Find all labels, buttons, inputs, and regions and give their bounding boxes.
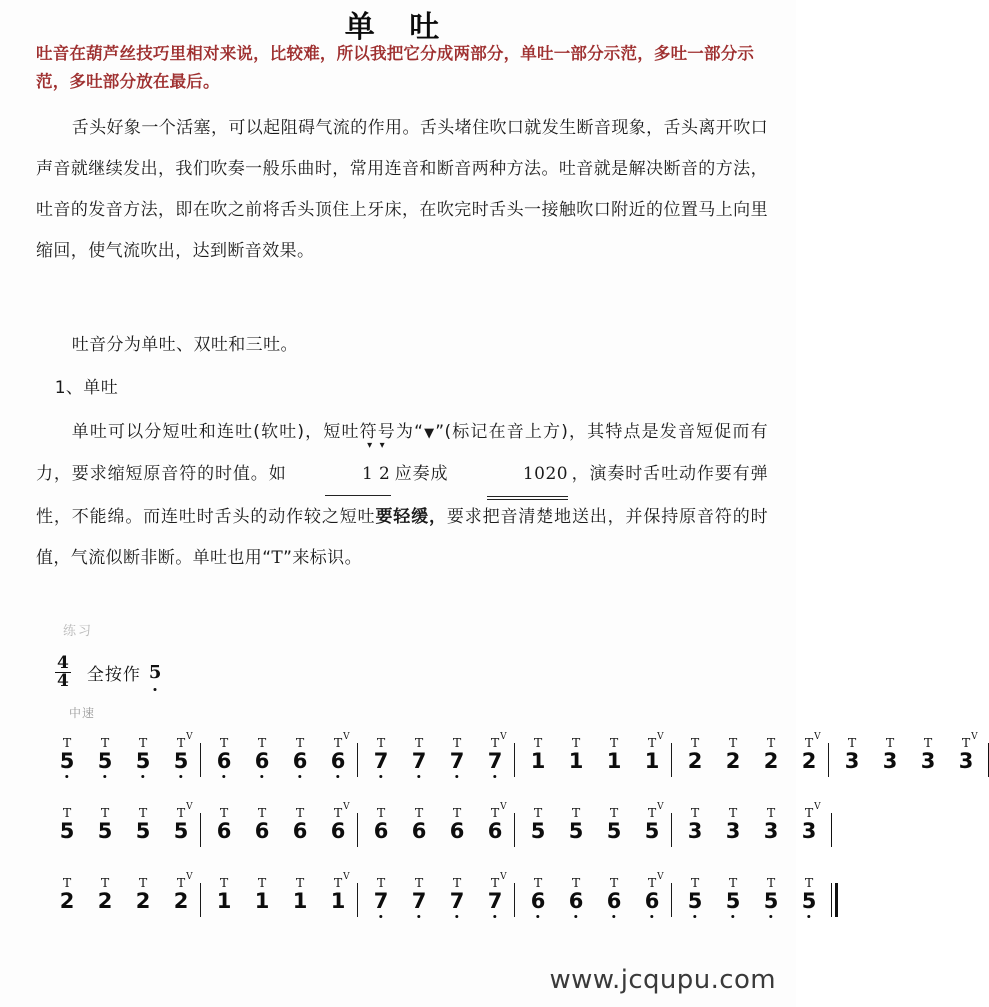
note: [400, 805, 438, 843]
breath-mark-icon: V: [343, 732, 350, 742]
note-digit: 6: [449, 819, 465, 843]
tongue-mark: T: [766, 735, 776, 750]
note-digit: 2: [801, 749, 817, 773]
note: [595, 875, 633, 913]
breath-mark-icon: V: [343, 802, 350, 812]
note-digit: 6: [254, 819, 270, 843]
note: [476, 872, 514, 913]
low-octave-dot-icon: [612, 915, 615, 918]
note: [714, 805, 752, 843]
tongue-mark: T V: [647, 732, 664, 750]
inline-note-digits: 1 2: [361, 464, 391, 484]
note-digit: 7: [373, 889, 389, 913]
note: [205, 735, 243, 773]
measure-list: [48, 732, 978, 777]
key-note: [149, 662, 162, 683]
note-digit: 6: [568, 889, 584, 913]
note: [362, 805, 400, 843]
note-digit: 6: [644, 889, 660, 913]
low-octave-dot-icon: [807, 915, 810, 918]
tongue-mark: T: [728, 875, 738, 890]
note-digit: 2: [725, 749, 741, 773]
note: [519, 805, 557, 843]
measure: [48, 802, 200, 843]
note: [714, 735, 752, 773]
tongue-mark: T: [295, 875, 305, 890]
note-digit: 1: [568, 749, 584, 773]
tongue-mark: T V: [647, 802, 664, 820]
note-digit: 2: [97, 889, 113, 913]
low-octave-dot-icon: [336, 775, 339, 778]
tongue-mark: T: [257, 875, 267, 890]
note-digit: 1: [292, 889, 308, 913]
breath-mark-icon: V: [186, 872, 193, 882]
note: [319, 872, 357, 913]
tongue-mark: T: [609, 805, 619, 820]
note: [362, 875, 400, 913]
tongue-mark: T: [766, 875, 776, 890]
tongue-mark: T V: [490, 732, 507, 750]
tongue-mark: T V: [333, 802, 350, 820]
note-digit: 3: [801, 819, 817, 843]
paragraph-4: [36, 412, 768, 579]
tongue-mark: T: [609, 735, 619, 750]
note: [281, 805, 319, 843]
note: [476, 732, 514, 773]
note: [48, 805, 86, 843]
note: [633, 802, 671, 843]
note-digit: 7: [449, 889, 465, 913]
tongue-mark: T V: [333, 872, 350, 890]
paragraph-4-part-g: ”来标识。: [283, 548, 362, 568]
note-digit: 1: [330, 889, 346, 913]
tongue-mark: T: [571, 805, 581, 820]
note-digit: 6: [292, 819, 308, 843]
note: [281, 735, 319, 773]
tongue-mark: T V: [176, 802, 193, 820]
note: [947, 732, 985, 773]
measure: [671, 732, 828, 773]
time-signature: [55, 653, 71, 691]
tongue-mark: T V: [804, 802, 821, 820]
note: [790, 875, 828, 913]
note: [595, 805, 633, 843]
note: [871, 735, 909, 773]
paragraph-4-part-c: 应奏成: [394, 464, 449, 484]
note-digit: 3: [882, 749, 898, 773]
tongue-mark: T: [219, 875, 229, 890]
note-digit: 5: [606, 819, 622, 843]
site-watermark: www.jcqupu.com: [549, 965, 776, 995]
tongue-mark: T: [847, 735, 857, 750]
tongue-mark: T: [571, 735, 581, 750]
low-octave-dot-icon: [141, 775, 144, 778]
page-title: 单 吐: [344, 10, 452, 45]
intro-note-red: 吐音在葫芦丝技巧里相对来说，比较难，所以我把它分成两部分，单吐一部分示范，多吐一部分示范，多吐部分放在最后。: [36, 44, 755, 91]
note: [205, 805, 243, 843]
measure: [48, 732, 200, 773]
inline-example-result: [451, 454, 568, 497]
low-octave-dot-icon: [379, 775, 382, 778]
score-row: [48, 872, 817, 945]
measure-list: [48, 872, 817, 917]
measure: [357, 732, 514, 773]
low-octave-dot-icon: [574, 915, 577, 918]
note: [476, 802, 514, 843]
note-digit: 5: [135, 819, 151, 843]
note-digit: 3: [958, 749, 974, 773]
tongue-mark: T: [219, 735, 229, 750]
note-digit: 7: [411, 889, 427, 913]
note-digit: 6: [330, 749, 346, 773]
note-digit: 6: [373, 819, 389, 843]
tongue-mark: T: [138, 875, 148, 890]
note-digit: 6: [606, 889, 622, 913]
breath-mark-icon: V: [186, 732, 193, 742]
staccato-dot-icon: ▾ ▾: [367, 440, 386, 451]
tongue-mark: T: [414, 735, 424, 750]
note: [319, 802, 357, 843]
note: [86, 875, 124, 913]
breath-mark-icon: V: [657, 872, 664, 882]
note: [438, 735, 476, 773]
low-octave-dot-icon: [417, 775, 420, 778]
low-octave-dot-icon: [65, 775, 68, 778]
breath-mark-icon: V: [814, 732, 821, 742]
measure: [514, 732, 671, 773]
note-digit: 5: [530, 819, 546, 843]
time-signature-denominator: 4: [57, 671, 69, 691]
note: [438, 805, 476, 843]
tongue-mark: T: [62, 875, 72, 890]
inline-example-source: [290, 440, 392, 496]
tongue-mark: T V: [333, 732, 350, 750]
note-digit: 6: [487, 819, 503, 843]
tongue-mark: T: [923, 735, 933, 750]
note: [162, 872, 200, 913]
breath-mark-icon: V: [657, 732, 664, 742]
paragraph-4-part-d: ，演奏时舌吐动作要有弹性，不能绵。而连吐时舌头的动作较之短吐: [36, 464, 768, 527]
tongue-mark: T V: [647, 872, 664, 890]
low-octave-dot-icon: [455, 915, 458, 918]
measure: [200, 802, 357, 843]
score-row: [48, 732, 978, 805]
tongue-mark: T: [728, 735, 738, 750]
tongue-letter-T: T: [271, 548, 284, 568]
note-digit: 1: [644, 749, 660, 773]
paragraph-4-part-a: 单吐可以分短吐和连吐(软吐)，短吐符号为“: [71, 422, 424, 442]
note-digit: 6: [216, 749, 232, 773]
measure: [200, 732, 357, 773]
note-digit: 3: [725, 819, 741, 843]
note-digit: 7: [487, 889, 503, 913]
low-octave-dot-icon: [222, 775, 225, 778]
low-octave-dot-icon: [493, 775, 496, 778]
breath-mark-icon: V: [500, 732, 507, 742]
paragraph-2: 吐音分为单吐、双吐和三吐。: [71, 335, 298, 355]
low-octave-dot-icon: [298, 775, 301, 778]
tongue-mark: T: [138, 735, 148, 750]
measure: [671, 875, 828, 913]
note-digit: 5: [687, 889, 703, 913]
measure: [357, 872, 514, 913]
note: [676, 805, 714, 843]
tongue-mark: T: [219, 805, 229, 820]
tongue-mark: T: [690, 735, 700, 750]
low-octave-dot-icon: [179, 775, 182, 778]
breath-mark-icon: V: [657, 802, 664, 812]
note: [205, 875, 243, 913]
note-digit: 5: [135, 749, 151, 773]
note-digit: 2: [763, 749, 779, 773]
note-digit: 6: [292, 749, 308, 773]
note: [400, 875, 438, 913]
note-digit: 5: [97, 819, 113, 843]
note-digit: 5: [801, 889, 817, 913]
note-digit: 5: [568, 819, 584, 843]
note-digit: 6: [254, 749, 270, 773]
note: [833, 735, 871, 773]
note: [86, 805, 124, 843]
low-octave-dot-icon: [154, 688, 157, 691]
note: [676, 735, 714, 773]
measure: [514, 872, 671, 913]
note-digit: 5: [644, 819, 660, 843]
tongue-mark: T V: [804, 732, 821, 750]
low-octave-dot-icon: [379, 915, 382, 918]
barline-thick: [835, 883, 838, 917]
tongue-mark: T: [533, 735, 543, 750]
note: [676, 875, 714, 913]
note-digit: 3: [763, 819, 779, 843]
measure: [671, 802, 828, 843]
tongue-mark: T V: [490, 802, 507, 820]
score-notation: [48, 732, 978, 945]
tongue-mark: T: [100, 805, 110, 820]
tongue-mark: T: [376, 805, 386, 820]
note-digit: 3: [844, 749, 860, 773]
key-note-digit: 5: [148, 662, 162, 683]
note-digit: 6: [216, 819, 232, 843]
note: [319, 732, 357, 773]
low-octave-dot-icon: [693, 915, 696, 918]
inline-note-pair: [325, 440, 391, 496]
note: [790, 732, 828, 773]
breath-mark-icon: V: [500, 802, 507, 812]
measure: [514, 802, 671, 843]
measure-list: [48, 802, 821, 847]
paragraph-4-part-b: ”(标记在音上方)，其特点是发音短促而有力，要求缩短原音符的时值。如: [36, 422, 768, 484]
breath-mark-icon: V: [971, 732, 978, 742]
note: [124, 805, 162, 843]
tongue-mark: T: [414, 805, 424, 820]
note-digit: 7: [411, 749, 427, 773]
note: [400, 735, 438, 773]
tongue-mark: T: [257, 805, 267, 820]
paragraph-1: 舌头好象一个活塞，可以起阻碍气流的作用。舌头堵住吹口就发生断音现象，舌头离开吹口声音就继续发出，我们吹奏一般乐曲时，常用连音和断音两种方法。吐音就是解决断音的方法，吐音的发音方法，即在吹之前将舌头顶住上牙床，在吹完时舌头一接触吹口附近的位置马上向里缩回，使气流吹出，达到断音效果。: [36, 118, 768, 261]
note: [752, 735, 790, 773]
note-digit: 1: [530, 749, 546, 773]
tongue-mark: T V: [176, 872, 193, 890]
note: [752, 805, 790, 843]
note: [48, 875, 86, 913]
low-octave-dot-icon: [536, 915, 539, 918]
section-heading-1: 1、单吐: [54, 378, 119, 398]
note-digit: 3: [687, 819, 703, 843]
note-digit: 5: [59, 819, 75, 843]
low-octave-dot-icon: [650, 915, 653, 918]
tongue-mark: T V: [490, 872, 507, 890]
note: [281, 875, 319, 913]
tongue-mark: T: [452, 735, 462, 750]
note: [714, 875, 752, 913]
note: [633, 872, 671, 913]
breath-mark-icon: V: [186, 802, 193, 812]
note-digit: 1: [216, 889, 232, 913]
note: [243, 875, 281, 913]
staccato-symbol-icon: ▼: [423, 426, 436, 441]
tongue-mark: T: [100, 875, 110, 890]
note: [557, 875, 595, 913]
exercise-label: 练习: [63, 624, 94, 639]
note: [124, 735, 162, 773]
tongue-mark: T: [452, 875, 462, 890]
barline-thin: [831, 813, 832, 847]
note: [557, 735, 595, 773]
score-row: [48, 802, 821, 875]
note-digit: 5: [173, 749, 189, 773]
note-digit: 2: [59, 889, 75, 913]
note: [48, 735, 86, 773]
note: [752, 875, 790, 913]
note-digit: 6: [330, 819, 346, 843]
note: [519, 735, 557, 773]
tongue-mark: T V: [961, 732, 978, 750]
note: [438, 875, 476, 913]
tongue-mark: T: [571, 875, 581, 890]
note: [243, 805, 281, 843]
note: [519, 875, 557, 913]
note-digit: 6: [411, 819, 427, 843]
low-octave-dot-icon: [769, 915, 772, 918]
measure: [828, 732, 985, 773]
measure: [200, 872, 357, 913]
note: [790, 802, 828, 843]
inline-rhythm-digits: 1020: [487, 454, 568, 497]
tongue-mark: T: [62, 805, 72, 820]
tongue-mark: T: [885, 735, 895, 750]
low-octave-dot-icon: [493, 915, 496, 918]
tongue-mark: T: [295, 735, 305, 750]
note-digit: 2: [135, 889, 151, 913]
tongue-mark: T: [533, 805, 543, 820]
low-octave-dot-icon: [417, 915, 420, 918]
tempo-marking: 中速: [69, 706, 96, 720]
tongue-mark: T: [414, 875, 424, 890]
note: [162, 732, 200, 773]
note-digit: 1: [606, 749, 622, 773]
tongue-mark: T: [690, 805, 700, 820]
note-digit: 7: [449, 749, 465, 773]
note: [86, 735, 124, 773]
note: [633, 732, 671, 773]
note-digit: 1: [254, 889, 270, 913]
note: [124, 875, 162, 913]
tongue-mark: T: [690, 875, 700, 890]
tongue-mark: T: [376, 735, 386, 750]
note: [362, 735, 400, 773]
note: [162, 802, 200, 843]
tongue-mark: T: [138, 805, 148, 820]
tongue-mark: T V: [176, 732, 193, 750]
low-octave-dot-icon: [260, 775, 263, 778]
note: [909, 735, 947, 773]
paragraph-4-emphasis: 要轻缓，: [375, 507, 447, 527]
measure: [48, 872, 200, 913]
tongue-mark: T: [728, 805, 738, 820]
note-digit: 7: [487, 749, 503, 773]
tongue-mark: T: [295, 805, 305, 820]
breath-mark-icon: V: [814, 802, 821, 812]
key-label: 全按作: [86, 665, 141, 685]
measure: [357, 802, 514, 843]
note-digit: 5: [763, 889, 779, 913]
note-digit: 6: [530, 889, 546, 913]
low-octave-dot-icon: [731, 915, 734, 918]
note-digit: 2: [687, 749, 703, 773]
time-signature-numerator: 4: [57, 653, 69, 673]
note-digit: 7: [373, 749, 389, 773]
note-digit: 5: [173, 819, 189, 843]
note-digit: 5: [59, 749, 75, 773]
tongue-mark: T: [376, 875, 386, 890]
note-digit: 3: [920, 749, 936, 773]
note: [595, 735, 633, 773]
tongue-mark: T: [609, 875, 619, 890]
breath-mark-icon: V: [500, 872, 507, 882]
breath-mark-icon: V: [343, 872, 350, 882]
barline-thin: [831, 883, 832, 917]
note: [557, 805, 595, 843]
tongue-mark: T: [452, 805, 462, 820]
tongue-mark: T: [62, 735, 72, 750]
note-digit: 5: [725, 889, 741, 913]
tongue-mark: T: [257, 735, 267, 750]
tongue-mark: T: [533, 875, 543, 890]
score-meta-row: [55, 653, 162, 691]
note-digit: 2: [173, 889, 189, 913]
low-octave-dot-icon: [103, 775, 106, 778]
note-digit: 5: [97, 749, 113, 773]
tongue-mark: T: [100, 735, 110, 750]
tongue-mark: T: [804, 875, 814, 890]
paragraph-4-part-f: 要求把音清楚地送出，并保持原音符的时值，气流似断非断。单吐也用“: [36, 507, 769, 568]
tongue-mark: T: [766, 805, 776, 820]
note: [243, 735, 281, 773]
low-octave-dot-icon: [455, 775, 458, 778]
